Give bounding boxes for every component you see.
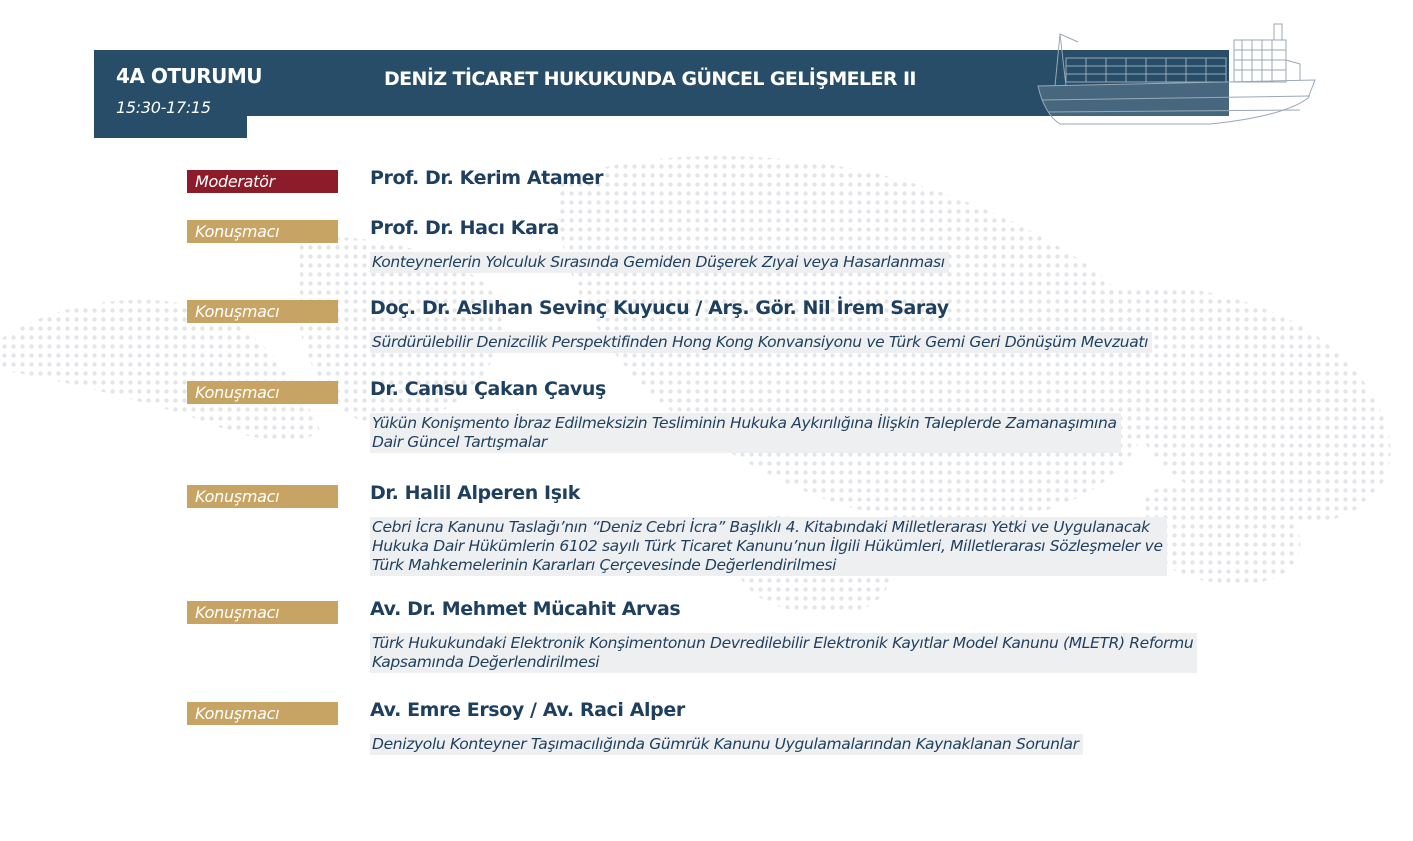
role-tag-speaker: Konuşmacı (187, 485, 338, 508)
role-tag-speaker: Konuşmacı (187, 601, 338, 624)
session-time: 15:30-17:15 (116, 98, 211, 117)
speaker-name: Doç. Dr. Aslıhan Sevinç Kuyucu / Arş. Gör. Nil İrem Saray (370, 297, 949, 319)
role-tag-speaker: Konuşmacı (187, 381, 338, 404)
talk-title: Yükün Konişmento İbraz Edilmeksizin Tesliminin Hukuka Aykırılığına İlişkin Taleplerde Zamanaşımına Dair Güncel Tartışmalar (370, 413, 1121, 453)
session-code: 4A OTURUMU (116, 64, 263, 88)
role-tag-speaker: Konuşmacı (187, 300, 338, 323)
role-tag-speaker: Konuşmacı (187, 702, 338, 725)
role-tag-moderator: Moderatör (187, 170, 338, 193)
speaker-name: Av. Emre Ersoy / Av. Raci Alper (370, 699, 685, 721)
talk-title: Denizyolu Konteyner Taşımacılığında Gümrük Kanunu Uygulamalarından Kaynaklanan Sorunlar (370, 734, 1083, 755)
speaker-name: Dr. Cansu Çakan Çavuş (370, 378, 606, 400)
session-title: DENİZ TİCARET HUKUKUNDA GÜNCEL GELİŞMELER II (384, 68, 916, 90)
role-tag-speaker: Konuşmacı (187, 220, 338, 243)
speaker-name: Dr. Halil Alperen Işık (370, 482, 580, 504)
talk-title: Türk Hukukundaki Elektronik Konşimentonun Devredilebilir Elektronik Kayıtlar Model Kanunu (MLETR) Reformu Kapsamında Değerlendirilmesi (370, 633, 1197, 673)
talk-title: Sürdürülebilir Denizcilik Perspektifinden Hong Kong Konvansiyonu ve Türk Gemi Geri Dönüşüm Mevzuatı (370, 332, 1152, 353)
ship-illustration (1030, 20, 1325, 132)
speaker-name: Av. Dr. Mehmet Mücahit Arvas (370, 598, 681, 620)
speaker-name: Prof. Dr. Hacı Kara (370, 217, 559, 239)
talk-title: Cebri İcra Kanunu Taslağı’nın “Deniz Cebri İcra” Başlıklı 4. Kitabındaki Milletlerarası Yetki ve Uygulanacak Hukuka Dair Hükümlerin 6102 sayılı Türk Ticaret Kanunu’nun İlgili Hükümleri, Milletlerarası Sözleşmeler ve Türk Mahkemelerinin Kararları Çerçevesinde Değerlendirilmesi (370, 517, 1167, 576)
speaker-name: Prof. Dr. Kerim Atamer (370, 167, 604, 189)
talk-title: Konteynerlerin Yolculuk Sırasında Gemiden Düşerek Zıyai veya Hasarlanması (370, 252, 949, 273)
